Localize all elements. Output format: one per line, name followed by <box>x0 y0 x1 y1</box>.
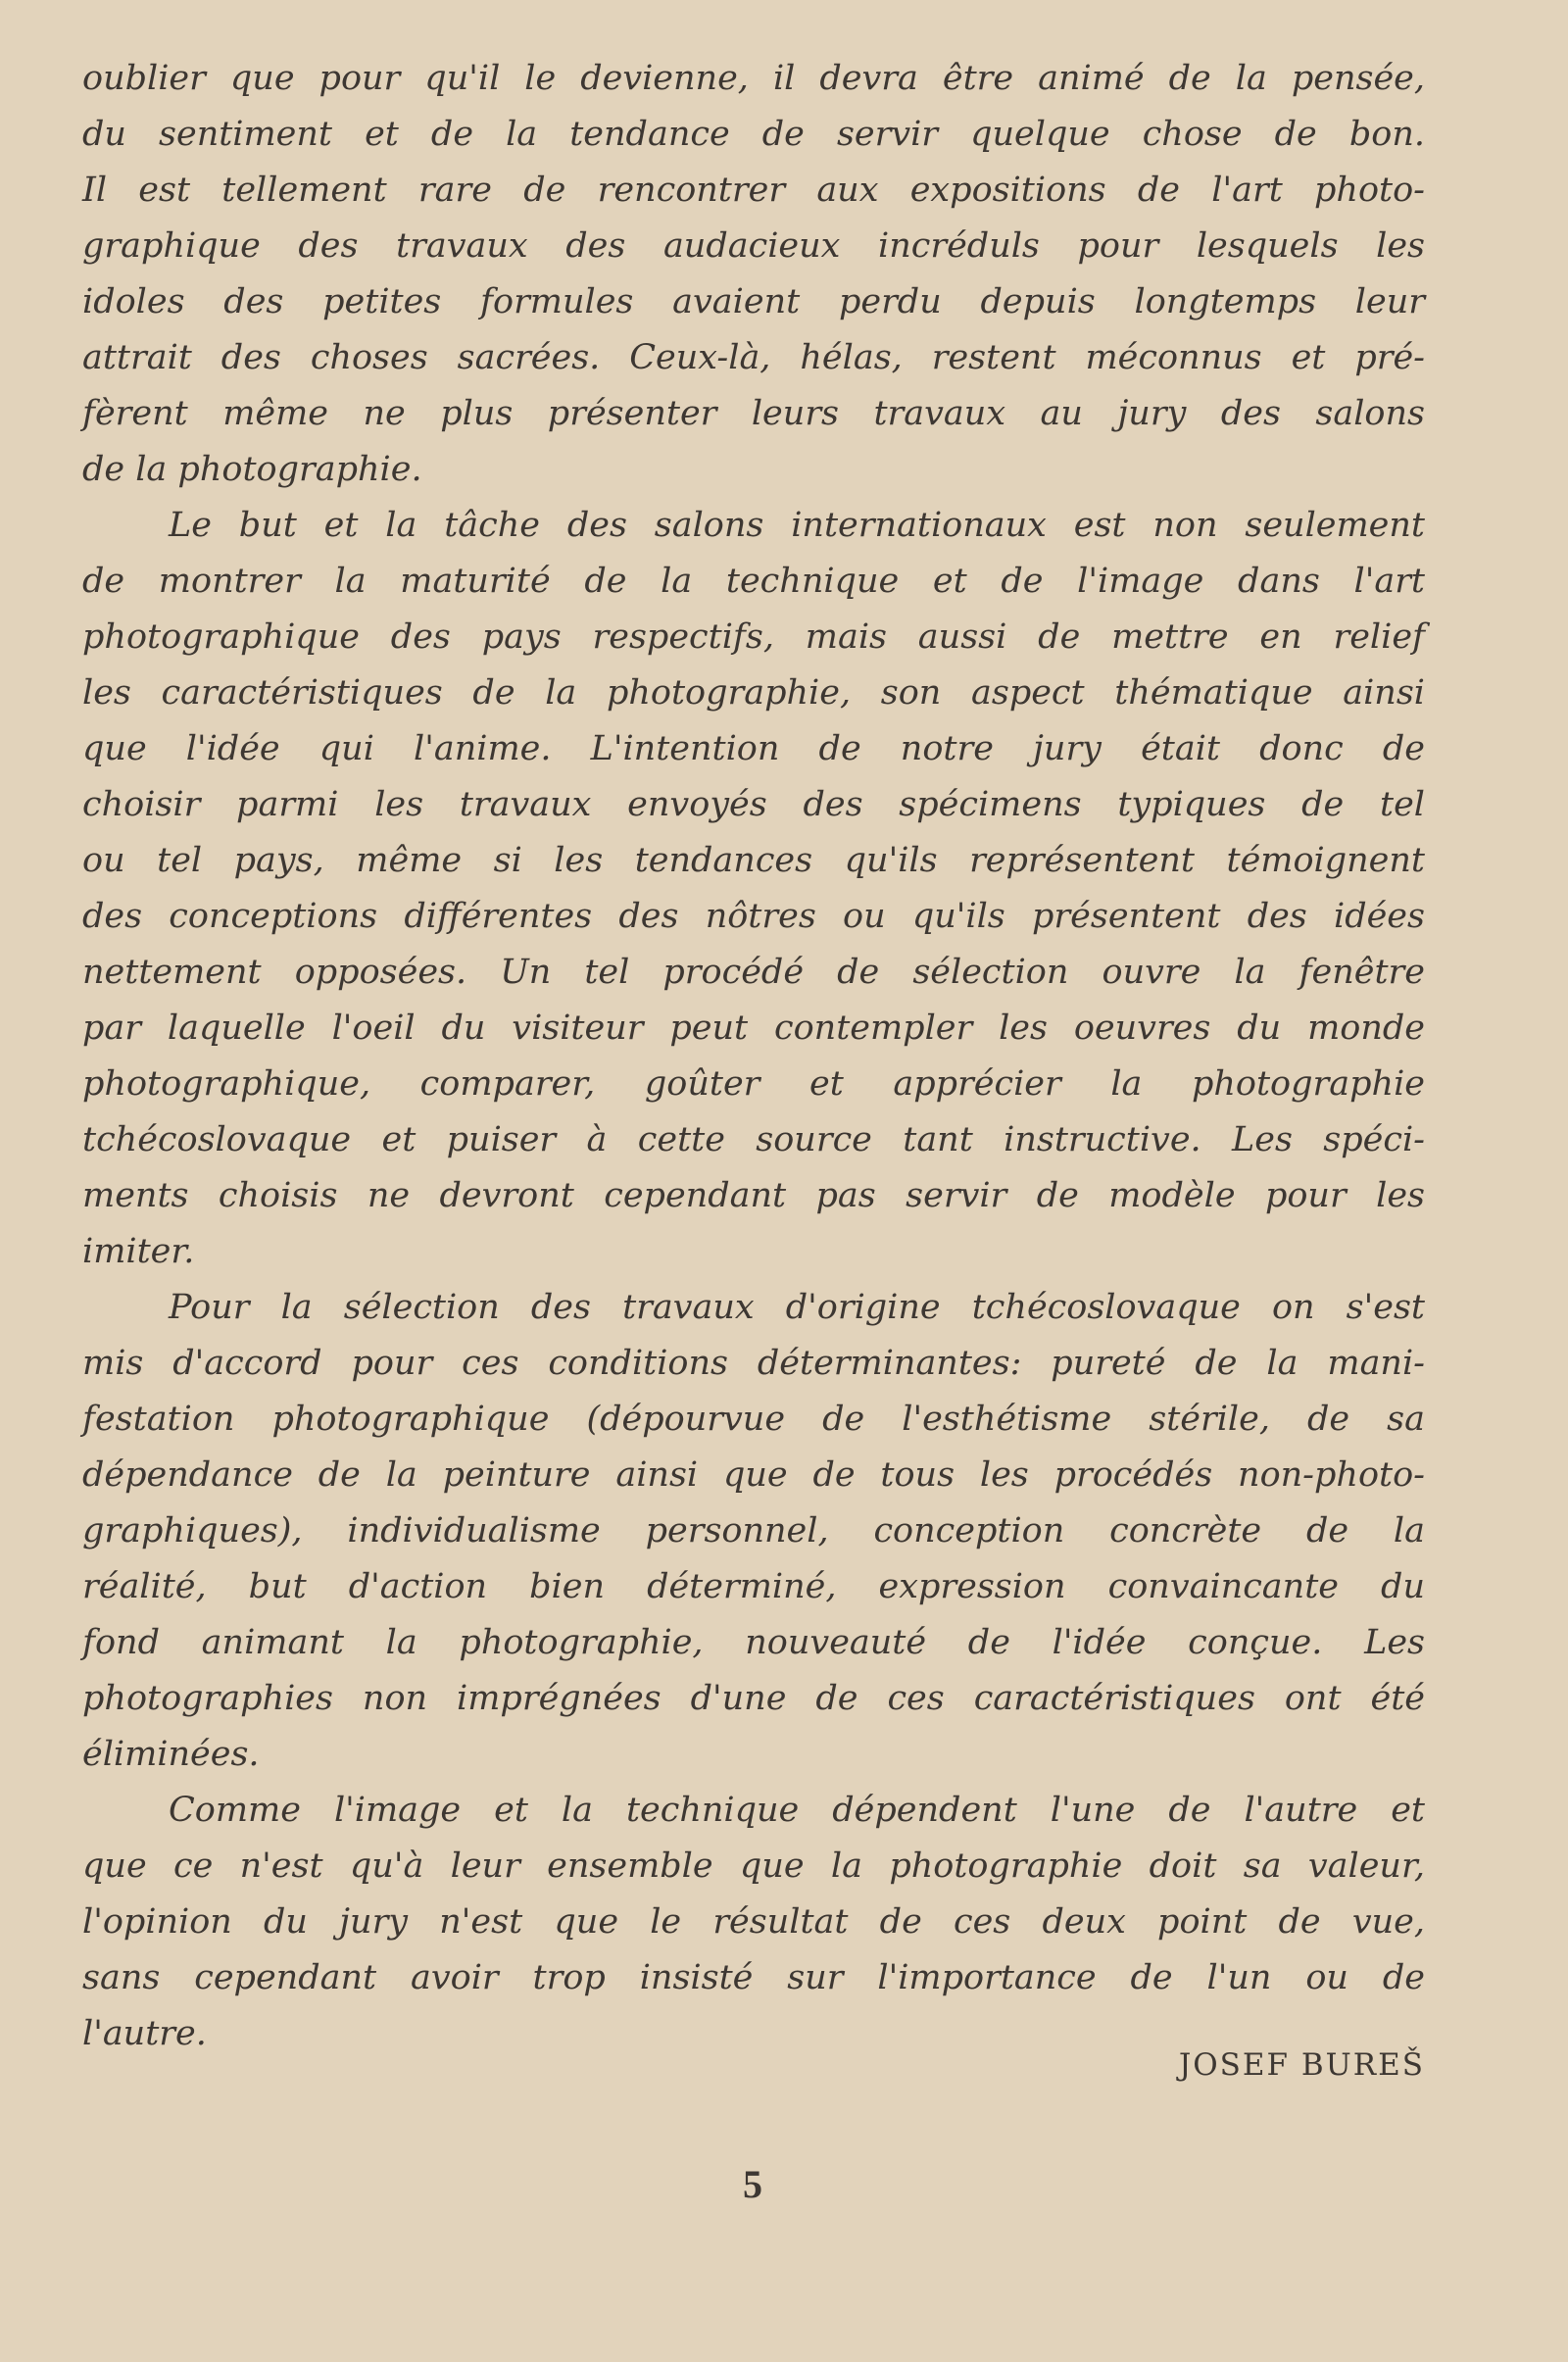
paragraph <box>82 1280 1425 1783</box>
text-line: photographies non imprégnées d'une de ces caractéristiques ont été <box>82 1679 1425 1718</box>
body-text <box>82 51 1425 2062</box>
text-line: les caractéristiques de la photographie, son aspect thématique ainsi <box>82 673 1425 713</box>
text-line: mis d'accord pour ces conditions déterminantes: pureté de la mani- <box>82 1344 1425 1383</box>
text-line: réalité, but d'action bien déterminé, expression convaincante du <box>82 1567 1425 1606</box>
text-line: des conceptions différentes des nôtres ou qu'ils présentent des idées <box>82 897 1425 936</box>
text-line: fèrent même ne plus présenter leurs travaux au jury des salons <box>82 394 1425 433</box>
text-line: nettement opposées. Un tel procédé de sélection ouvre la fenêtre <box>82 953 1425 992</box>
text-line: éliminées. <box>82 1735 260 1774</box>
text-line: ments choisis ne devront cependant pas servir de modèle pour les <box>82 1176 1425 1215</box>
text-line: l'autre. <box>82 2014 207 2053</box>
paragraph <box>82 498 1425 1280</box>
text-line: photographique des pays respectifs, mais aussi de mettre en relief <box>82 617 1425 657</box>
text-line: que l'idée qui l'anime. L'intention de notre jury était donc de <box>82 729 1425 768</box>
text-line: graphiques), individualisme personnel, conception concrète de la <box>82 1511 1425 1550</box>
text-line: dépendance de la peinture ainsi que de tous les procédés non-photo- <box>82 1455 1425 1495</box>
text-line: ou tel pays, même si les tendances qu'ils représentent témoignent <box>82 841 1425 880</box>
text-line: attrait des choses sacrées. Ceux-là, hélas, restent méconnus et pré- <box>82 338 1425 377</box>
text-line: graphique des travaux des audacieux incréduls pour lesquels les <box>82 226 1425 266</box>
text-line: choisir parmi les travaux envoyés des spécimens typiques de tel <box>82 785 1425 824</box>
text-line: Le but et la tâche des salons internationaux est non seulement <box>169 506 1425 545</box>
text-line: sans cependant avoir trop insisté sur l'importance de l'un ou de <box>82 1958 1425 1997</box>
text-line: fond animant la photographie, nouveauté de l'idée conçue. Les <box>82 1623 1425 1662</box>
text-line: tchécoslovaque et puiser à cette source tant instructive. Les spéci- <box>82 1120 1425 1159</box>
text-line: du sentiment et de la tendance de servir quelque chose de bon. <box>82 115 1425 154</box>
author-signature: JOSEF BUREŠ <box>1178 2047 1425 2083</box>
text-line: que ce n'est qu'à leur ensemble que la photographie doit sa valeur, <box>82 1846 1425 1886</box>
page-number: 5 <box>743 2162 762 2206</box>
text-line: Pour la sélection des travaux d'origine tchécoslovaque on s'est <box>169 1288 1425 1327</box>
text-line: idoles des petites formules avaient perdu depuis longtemps leur <box>82 282 1425 321</box>
text-line: festation photographique (dépourvue de l'esthétisme stérile, de sa <box>82 1400 1425 1439</box>
text-line: imiter. <box>82 1232 195 1271</box>
paragraph <box>82 1783 1425 2062</box>
text-line: Comme l'image et la technique dépendent l'une de l'autre et <box>169 1791 1425 1830</box>
text-line: oublier que pour qu'il le devienne, il devra être animé de la pensée, <box>82 59 1425 98</box>
text-line: de la photographie. <box>82 450 422 489</box>
text-line: par laquelle l'oeil du visiteur peut contempler les oeuvres du monde <box>82 1009 1425 1048</box>
text-line: l'opinion du jury n'est que le résultat de ces deux point de vue, <box>82 1902 1425 1942</box>
text-line: de montrer la maturité de la technique et de l'image dans l'art <box>82 562 1425 601</box>
text-line: Il est tellement rare de rencontrer aux expositions de l'art photo- <box>82 171 1425 210</box>
text-line: photographique, comparer, goûter et apprécier la photographie <box>82 1064 1425 1104</box>
paragraph <box>82 51 1425 498</box>
